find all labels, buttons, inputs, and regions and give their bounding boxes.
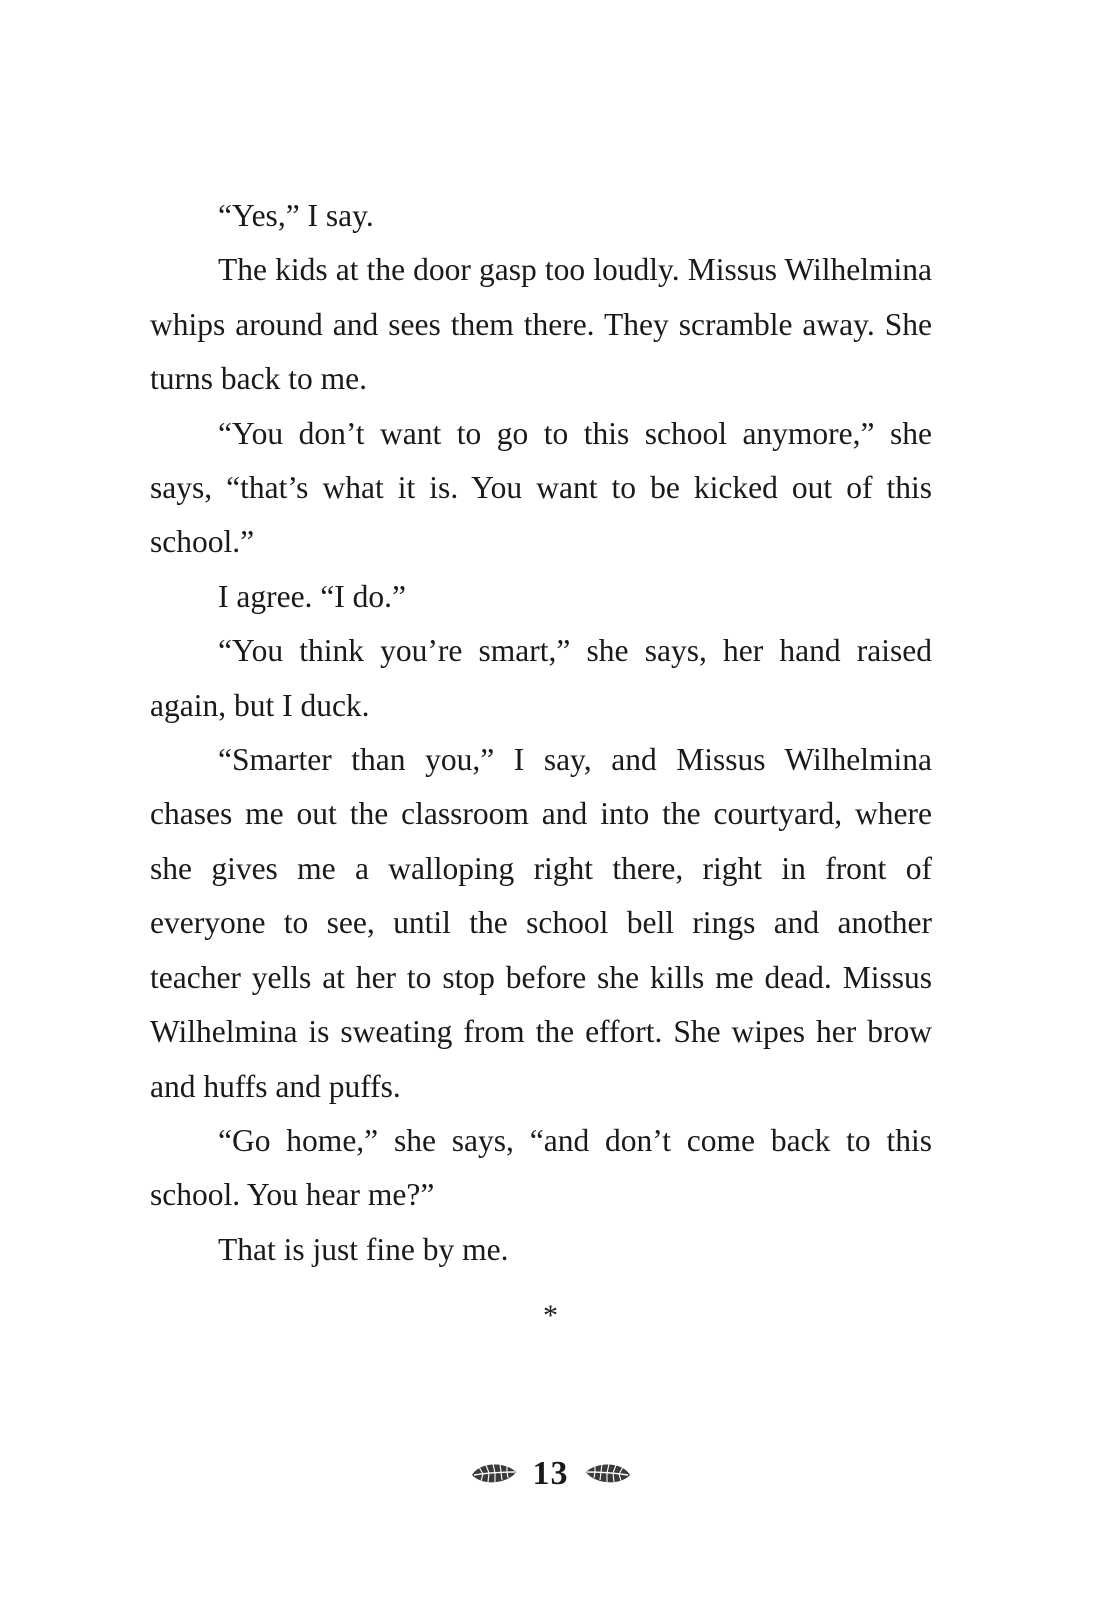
paragraph: The kids at the door gasp too loudly. Missus Wilhelmina whips around and sees them there. They scramble away. She turns back to me. xyxy=(150,252,932,397)
paragraph: That is just fine by me. xyxy=(218,1231,509,1267)
paragraph: “Smarter than you,” I say, and Missus Wilhelmina chases me out the classroom and into the courtyard, where she gives me a walloping right there, right in front of everyone to see, until the school bell rings and another teacher yells at her to stop before she kills me dead. Missus Wilhelmina is sweating from the effort. She wipes her brow and huffs and puffs. xyxy=(150,742,932,1104)
paragraph: “You don’t want to go to this school anymore,” she says, “that’s what it is. You want to be kicked out of this school.” xyxy=(150,415,932,560)
body-text xyxy=(150,189,932,1277)
page-number: 13 xyxy=(532,1455,569,1492)
paragraph: “Go home,” she says, “and don’t come back to this school. You hear me?” xyxy=(150,1122,932,1213)
leaf-ornament-icon xyxy=(583,1459,633,1489)
leaf-ornament-icon xyxy=(469,1459,519,1489)
section-break: * xyxy=(543,1299,558,1332)
paragraph: I agree. “I do.” xyxy=(218,578,407,614)
paragraph: “You think you’re smart,” she says, her hand raised again, but I duck. xyxy=(150,633,932,723)
page-footer xyxy=(0,1452,1101,1496)
paragraph: “Yes,” I say. xyxy=(218,198,374,233)
